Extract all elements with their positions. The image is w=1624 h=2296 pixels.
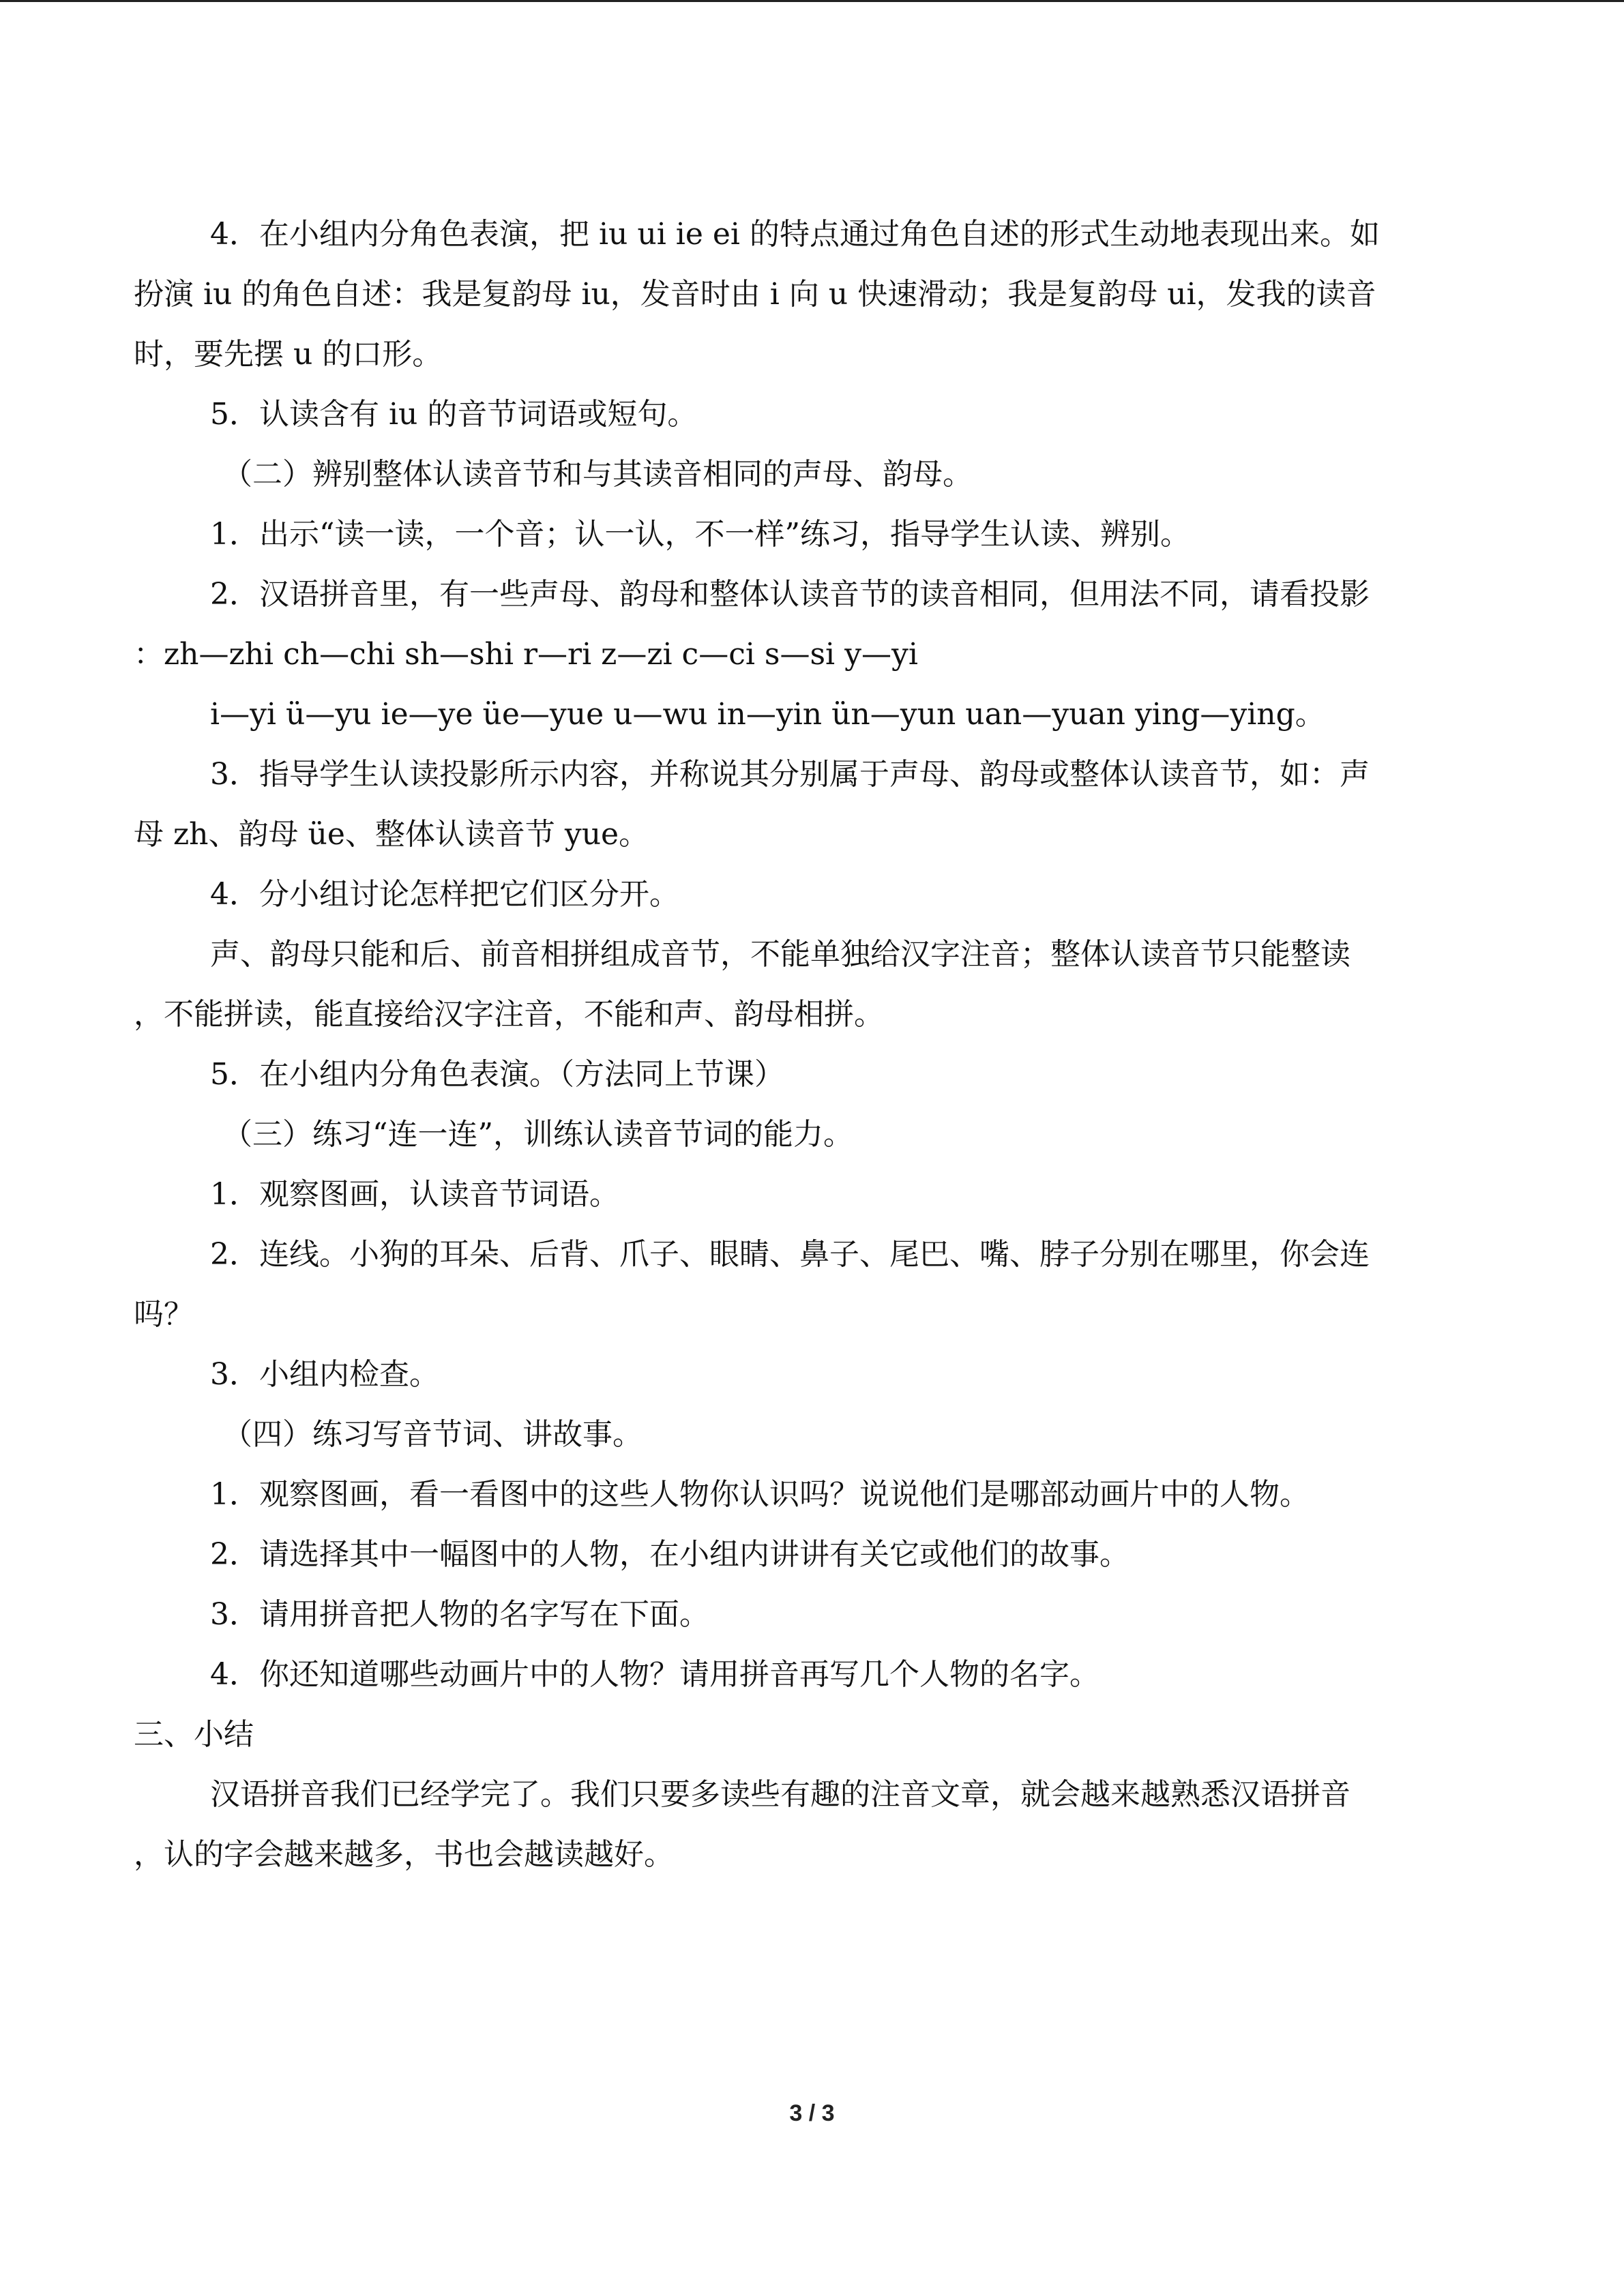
body-line: ，认的字会越来越多，书也会越读越好。: [134, 1837, 674, 1872]
body-line: 1．观察图画，认读音节词语。: [210, 1177, 619, 1212]
chapter-heading: 三、小结: [134, 1717, 254, 1752]
section-heading: （三）练习“连一连”，训练认读音节词的能力。: [222, 1117, 853, 1152]
page-number: 3 / 3: [789, 2100, 835, 2126]
body-line: 母 zh、韵母 üe、整体认读音节 yue。: [134, 817, 649, 852]
document-body: [134, 205, 1491, 1885]
body-line: 吗？: [134, 1297, 194, 1332]
body-line: 4．在小组内分角色表演，把 iu ui ie ei 的特点通过角色自述的形式生动地表现出来。如: [210, 217, 1380, 252]
body-line: ，不能拼读，能直接给汉字注音，不能和声、韵母相拼。: [134, 997, 884, 1032]
body-line: 1．出示“读一读，一个音；认一认，不一样”练习，指导学生认读、辨别。: [210, 517, 1190, 552]
body-line: 2．请选择其中一幅图中的人物，在小组内讲讲有关它或他们的故事。: [210, 1537, 1130, 1572]
body-line: 3．小组内检查。: [210, 1357, 439, 1392]
section-heading: （二）辨别整体认读音节和与其读音相同的声母、韵母。: [222, 457, 973, 492]
body-line: 4．你还知道哪些动画片中的人物？请用拼音再写几个人物的名字。: [210, 1657, 1099, 1692]
body-line: 3．指导学生认读投影所示内容，并称说其分别属于声母、韵母或整体认读音节，如：声: [210, 757, 1370, 792]
body-line: 3．请用拼音把人物的名字写在下面。: [210, 1597, 709, 1632]
body-line: 1．观察图画，看一看图中的这些人物你认识吗？说说他们是哪部动画片中的人物。: [210, 1477, 1310, 1512]
body-line: i—yi ü—yu ie—ye üe—yue u—wu in—yin ün—yun uan—yuan ying—ying。: [210, 697, 1325, 732]
body-line: ：zh—zhi ch—chi sh—shi r—ri z—zi c—ci s—si y—yi: [134, 637, 918, 672]
page-top-border: [0, 0, 1624, 2]
body-line: 5．认读含有 iu 的音节词语或短句。: [210, 397, 698, 432]
body-line: 扮演 iu 的角色自述：我是复韵母 iu，发音时由 i 向 u 快速滑动；我是复韵母 ui，发我的读音: [134, 277, 1376, 312]
section-heading: （四）练习写音节词、讲故事。: [222, 1417, 643, 1452]
body-line: 声、韵母只能和后、前音相拼组成音节，不能单独给汉字注音；整体认读音节只能整读: [210, 937, 1350, 972]
body-line: 2．连线。小狗的耳朵、后背、爪子、眼睛、鼻子、尾巴、嘴、脖子分别在哪里，你会连: [210, 1237, 1370, 1272]
body-line: 汉语拼音我们已经学完了。我们只要多读些有趣的注音文章，就会越来越熟悉汉语拼音: [210, 1777, 1350, 1812]
body-line: 时，要先摆 u 的口形。: [134, 337, 443, 372]
body-line: 2．汉语拼音里，有一些声母、韵母和整体认读音节的读音相同，但用法不同，请看投影: [210, 577, 1370, 612]
body-line: 4．分小组讨论怎样把它们区分开。: [210, 877, 679, 912]
body-line: 5．在小组内分角色表演。（方法同上节课）: [210, 1057, 784, 1092]
